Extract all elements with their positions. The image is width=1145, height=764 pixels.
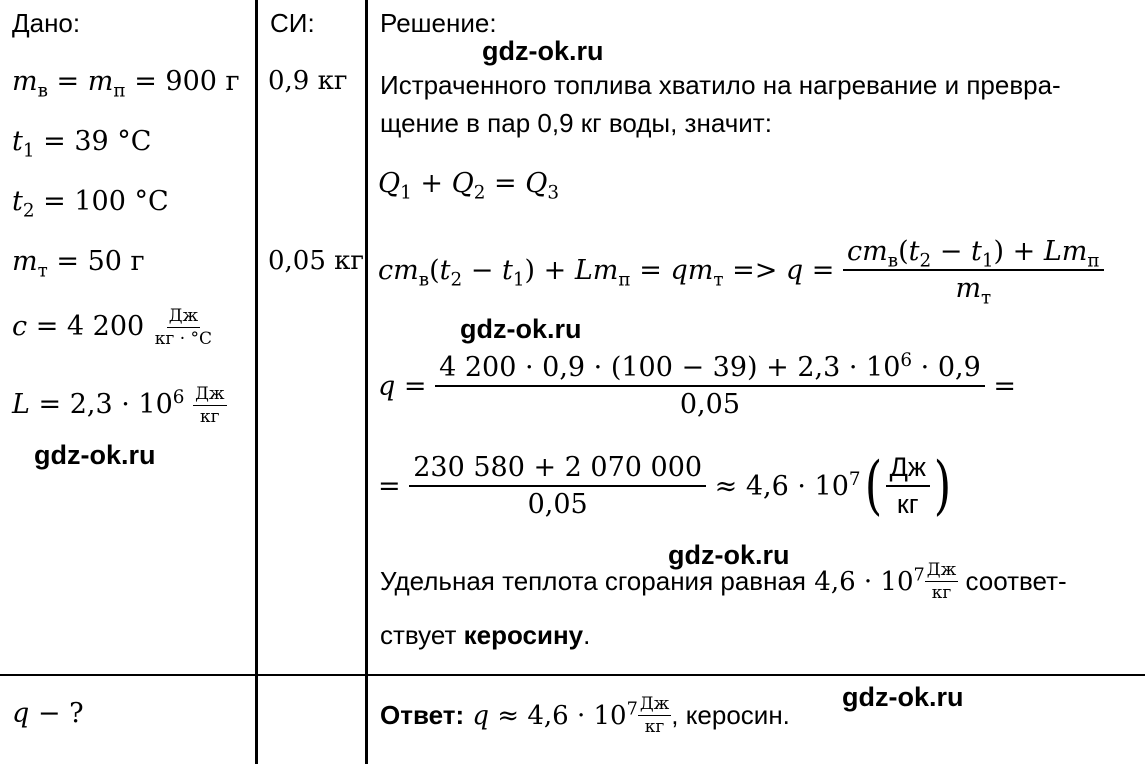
given-mt: $m_т = 50$ г	[12, 246, 145, 282]
calc-fraction-2: $\frac{230 580 + 2 070 000}{0,05}$	[409, 452, 706, 520]
c-unit-fraction: $\frac{Дж}{кг \cdot ^\circ C}$	[154, 306, 213, 349]
formula-fraction: $\frac{cm_в(t_2 - t_1) + Lm_п}{m_т}$	[843, 236, 1104, 304]
find-label: q − ?	[12, 698, 84, 729]
watermark: gdz-ok.ru	[842, 682, 964, 712]
L-unit-fraction: $\frac{Дж}{кг}$	[195, 384, 225, 427]
si-mass: 0,9 кг	[268, 66, 348, 96]
solution-text-line2: щение в пар 0,9 кг воды, значит:	[380, 108, 772, 138]
conclusion-line1: Удельная теплота сгорания равная $4,6 \cdot 10^7$ $\frac{Дж}{кг}$ соответ-	[380, 560, 1067, 603]
header-si: СИ:	[270, 8, 315, 38]
conclusion-unit-fraction: $\frac{Дж}{кг}$	[926, 560, 957, 603]
column-divider-2	[365, 0, 368, 764]
given-c: c = 4 200 $\frac{Дж}{кг \cdot ^\circ C}$	[12, 306, 213, 349]
header-given: Дано:	[12, 8, 81, 38]
heat-balance-equation: $Q_1 + Q_2 = Q_3$	[378, 168, 560, 204]
si-mt: 0,05 кг	[268, 246, 365, 276]
column-divider-1	[255, 0, 258, 764]
calc-step-2: = $\frac{230 580 + 2 070 000}{0,05}$ ≈ $4,6 \cdot 10^7$ ( $\frac{Дж}{кг}$ )	[378, 449, 952, 523]
given-L: $L = 2,3 \cdot 10^6$ $\frac{Дж}{кг}$	[12, 384, 225, 427]
solution-text-line1: Истраченного топлива хватило на нагревание и превра-	[380, 70, 1061, 100]
answer-line: Ответ: $q \approx 4,6 \cdot 10^7$ $\frac{Дж}{кг}$ , керосин.	[380, 694, 790, 737]
watermark: gdz-ok.ru	[34, 440, 156, 470]
watermark: gdz-ok.ru	[482, 36, 604, 66]
row-divider	[0, 674, 1145, 676]
conclusion-line2: ствует керосину.	[380, 620, 591, 650]
calc-step-1: q = $\frac{4 200 \cdot 0,9 \cdot (100 - 39) + 2,3 \cdot 10^6 \cdot 0,9}{0,05}$ =	[378, 349, 1016, 420]
calc-fraction-1: $\frac{4 200 \cdot 0,9 \cdot (100 - 39) + 2,3 \cdot 10^6 \cdot 0,9}{0,05}$	[435, 352, 985, 420]
result-unit-fraction: $\frac{Дж}{кг}$	[886, 452, 930, 520]
given-mass: $m_в = m_п = 900$ г	[12, 66, 240, 102]
answer-unit-fraction: $\frac{Дж}{кг}$	[639, 694, 670, 737]
given-t2: $t_2 = 100$ °C	[12, 186, 169, 222]
given-t1: $t_1 = 39$ °C	[12, 126, 152, 162]
formula-derivation: $cm_в(t_2 - t_1) + Lm_п = qm_т => q$ = $\frac{cm_в(t_2 - t_1) + Lm_п}{m_т}$	[378, 236, 1104, 304]
watermark: gdz-ok.ru	[668, 540, 790, 570]
header-solution: Решение:	[380, 8, 497, 38]
watermark: gdz-ok.ru	[460, 314, 582, 344]
